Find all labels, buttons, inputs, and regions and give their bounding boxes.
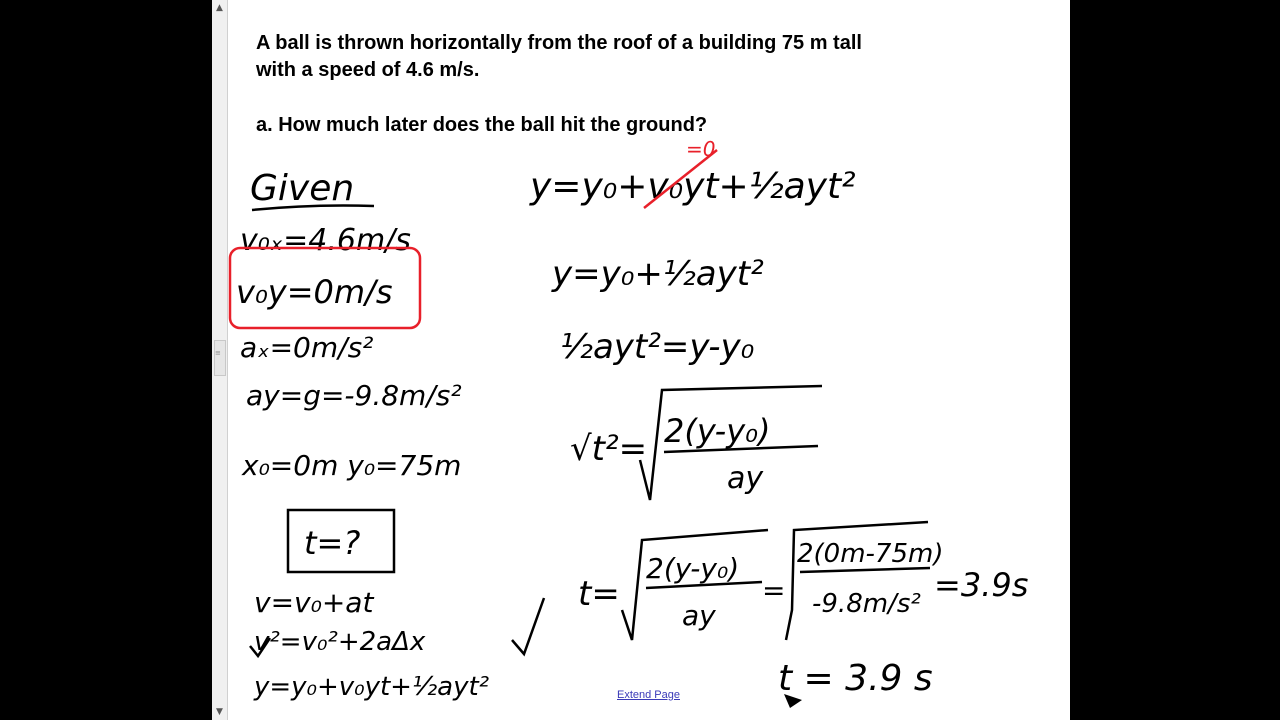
work-step-1: y=y₀+v₀yt+½ayt² [530, 166, 856, 207]
scroll-up-arrow-icon[interactable]: ▲ [216, 3, 223, 13]
scrollbar-grip-icon: ≡ [215, 349, 221, 357]
given-ax: aₓ=0m/s² [240, 331, 374, 364]
work-step-4-denominator: ay [727, 461, 764, 496]
work-step-3: ½ayt²=y-y₀ [560, 327, 755, 367]
given-x0-y0: x₀=0m y₀=75m [242, 449, 462, 482]
final-answer: t = 3.9 s [778, 658, 933, 699]
work-step-5-result: =3.9s [934, 566, 1029, 604]
work-step-2: y=y₀+½ayt² [552, 254, 764, 294]
question-a: a. How much later does the ball hit the ground? [256, 114, 708, 136]
kinematic-eq-1: v=v₀+at [254, 586, 374, 619]
zero-annotation: =0 [686, 137, 716, 161]
work-step-5-lhs: t= [578, 574, 620, 614]
kinematic-eq-3: y=y₀+v₀yt+½ayt² [254, 672, 490, 702]
checkmark-icon [512, 598, 544, 654]
unknown-t: t=? [304, 524, 361, 562]
extend-page-link[interactable]: Extend Page [617, 689, 680, 701]
whiteboard-page[interactable] [212, 0, 1070, 720]
work-step-5-numerator: 2(y-y₀) [646, 552, 740, 585]
kinematic-eq-2: v²=v₀²+2aΔx [254, 627, 426, 657]
work-step-5-denominator-values: -9.8m/s² [812, 589, 921, 619]
equals-sign: = [762, 574, 786, 607]
problem-line-2: with a speed of 4.6 m/s. [256, 59, 480, 81]
given-vox: v₀ₓ=4.6m/s [240, 223, 411, 258]
given-ay: ay=g=-9.8m/s² [246, 379, 462, 412]
given-voy: v₀y=0m/s [236, 273, 393, 311]
work-step-4-numerator: 2(y-y₀) [664, 412, 771, 450]
handwriting-canvas [212, 0, 1070, 720]
given-title: Given [250, 168, 355, 209]
work-step-4-lhs: √t²= [570, 429, 648, 469]
scroll-down-arrow-icon[interactable]: ▼ [216, 707, 223, 717]
problem-line-1: A ball is thrown horizontally from the roof of a building 75 m tall [256, 32, 862, 54]
work-step-5-denominator: ay [682, 599, 716, 632]
work-step-5-numerator-values: 2(0m-75m) [797, 539, 944, 569]
